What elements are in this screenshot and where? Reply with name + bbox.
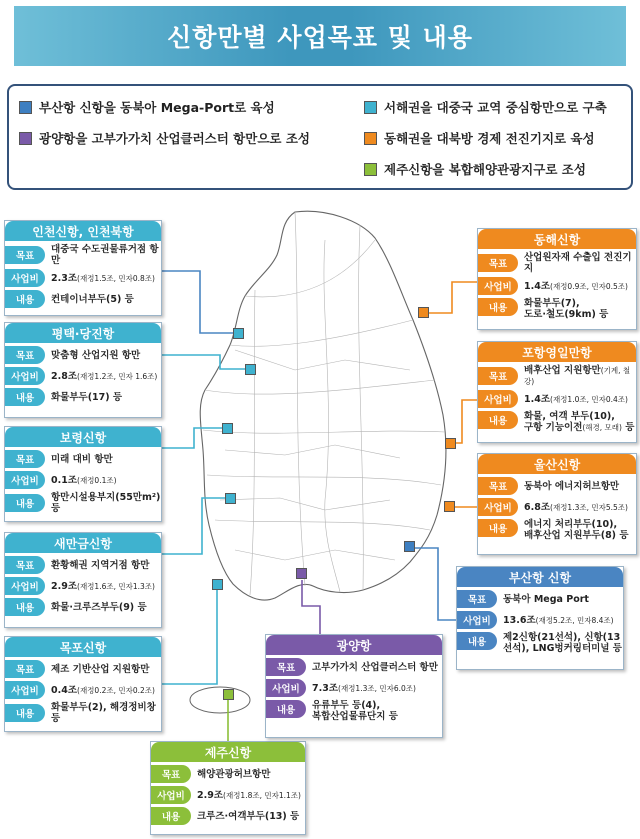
cost-value: 13.6조(재정5.2조, 민자8.4조) <box>503 614 614 626</box>
label-goal: 목표 <box>151 765 191 783</box>
content-value: 화물·크루즈부두(9) 등 <box>51 601 147 613</box>
legend-text: 광양항을 고부가가치 산업클러스터 항만으로 조성 <box>39 131 310 146</box>
content-value: 에너지 처리부두(10), 배후산업 지원부두(8) 등 <box>524 519 629 541</box>
content-value: 제2신항(21선석), 신항(13 선석), LNG벙커링터미널 등 <box>503 632 622 654</box>
label-content: 내용 <box>5 704 45 722</box>
port-box-mokpo <box>4 636 162 732</box>
label-cost: 사업비 <box>5 577 45 595</box>
cost-value: 2.9조(재정1.6조, 민자1.3조) <box>51 580 155 592</box>
label-content: 내용 <box>478 519 518 537</box>
label-goal: 목표 <box>478 254 518 272</box>
port-box-gwangyang <box>265 634 443 738</box>
port-box-pohang <box>477 341 637 443</box>
goal-value: 동북아 에너지허브항만 <box>524 480 620 492</box>
label-content: 내용 <box>5 494 45 512</box>
port-box-jeju <box>150 741 306 835</box>
label-cost: 사업비 <box>266 679 306 697</box>
marker-gwangyang <box>296 568 307 579</box>
legend-text: 부산항 신항을 동북아 Mega-Port로 육성 <box>39 100 275 115</box>
label-cost: 사업비 <box>478 390 518 408</box>
marker-pohang <box>445 438 456 449</box>
marker-pyeongtaek <box>245 364 256 375</box>
label-cost: 사업비 <box>457 611 497 629</box>
marker-incheon <box>233 328 244 339</box>
port-name: 울산신항 <box>478 454 636 474</box>
port-name: 부산항 신항 <box>457 567 623 587</box>
port-name: 새만금신항 <box>5 533 161 553</box>
label-goal: 목표 <box>478 477 518 495</box>
goal-value: 제조 기반산업 지원항만 <box>51 663 150 675</box>
cost-value: 1.4조(재정1.0조, 민자0.4조) <box>524 393 628 405</box>
content-value: 화물부두(7), 도로·철도(9km) 등 <box>524 298 609 320</box>
label-cost: 사업비 <box>5 269 45 287</box>
label-content: 내용 <box>5 388 45 406</box>
marker-donghae <box>418 307 429 318</box>
goal-value: 배후산업 지원항만(기계, 철강) <box>524 365 631 386</box>
marker-jeju <box>223 689 234 700</box>
goal-value: 맞춤형 산업지원 항만 <box>51 349 141 361</box>
port-name: 인천신항, 인천북항 <box>5 221 161 241</box>
cost-value: 0.4조(재정0.2조, 민자0.2조) <box>51 684 155 696</box>
label-cost: 사업비 <box>5 681 45 699</box>
marker-mokpo <box>212 579 223 590</box>
content-value: 화물부두(17) 등 <box>51 391 123 403</box>
label-goal: 목표 <box>478 367 518 385</box>
goal-value: 고부가가치 산업클러스터 항만 <box>312 661 438 673</box>
port-box-pyeongtaek <box>4 322 162 418</box>
goal-value: 동북아 Mega Port <box>503 593 589 605</box>
content-value: 크루즈·여객부두(13) 등 <box>197 810 300 822</box>
label-goal: 목표 <box>457 590 497 608</box>
content-value: 항만시설용부지(55만m²) 등 <box>51 492 161 514</box>
label-goal: 목표 <box>5 450 45 468</box>
label-goal: 목표 <box>5 556 45 574</box>
label-goal: 목표 <box>5 346 45 364</box>
label-cost: 사업비 <box>5 367 45 385</box>
label-content: 내용 <box>266 700 306 718</box>
content-value: 화물, 여객 부두(10), 구항 기능이전(해경, 모래) 등 <box>524 411 635 433</box>
port-name: 평택·당진항 <box>5 323 161 343</box>
goal-value: 미래 대비 항만 <box>51 453 113 465</box>
label-content: 내용 <box>5 290 45 308</box>
label-goal: 목표 <box>266 658 306 676</box>
content-value: 컨테이너부두(5) 등 <box>51 293 134 305</box>
goal-value: 해양관광허브항만 <box>197 768 271 780</box>
legend-text: 제주신항을 복합해양관광지구로 조성 <box>384 162 586 177</box>
content-value: 화물부두(2), 해경정비창 등 <box>51 702 156 724</box>
port-name: 목포신항 <box>5 637 161 657</box>
marker-busan <box>404 541 415 552</box>
cost-value: 2.3조(재정1.5조, 민자0.8조) <box>51 272 155 284</box>
port-name: 포항영일만항 <box>478 342 636 362</box>
label-goal: 목표 <box>5 660 45 678</box>
label-content: 내용 <box>478 411 518 429</box>
label-goal: 목표 <box>5 246 45 264</box>
label-content: 내용 <box>151 807 191 825</box>
port-name: 동해신항 <box>478 229 636 249</box>
port-box-donghae <box>477 228 637 330</box>
legend-text: 동해권을 대북방 경제 전진기지로 육성 <box>384 131 595 146</box>
port-name: 광양항 <box>266 635 442 655</box>
goal-value: 산업원자재 수출입 전진기지 <box>524 252 632 274</box>
label-content: 내용 <box>457 632 497 650</box>
port-box-saemangeum <box>4 532 162 628</box>
content-value: 유류부두 등(4), 복합산업물류단지 등 <box>312 700 398 722</box>
goal-value: 대중국 수도권물류거점 항만 <box>51 244 159 266</box>
goal-value: 환황해권 지역거점 항만 <box>51 559 150 571</box>
port-name: 제주신항 <box>151 742 305 762</box>
port-box-busan <box>456 566 624 670</box>
label-content: 내용 <box>5 598 45 616</box>
port-name: 보령신항 <box>5 427 161 447</box>
label-cost: 사업비 <box>478 498 518 516</box>
label-cost: 사업비 <box>151 786 191 804</box>
label-cost: 사업비 <box>478 277 518 295</box>
legend-text: 서해권을 대중국 교역 중심항만으로 구축 <box>384 100 607 115</box>
port-box-boryeong <box>4 426 162 522</box>
cost-value: 0.1조(재정0.1조) <box>51 474 117 486</box>
port-box-ulsan <box>477 453 637 555</box>
label-content: 내용 <box>478 298 518 316</box>
marker-ulsan <box>444 501 455 512</box>
marker-saemangeum <box>225 493 236 504</box>
cost-value: 1.4조(재정0.9조, 민자0.5조) <box>524 280 628 292</box>
label-cost: 사업비 <box>5 471 45 489</box>
page-title: 신항만별 사업목표 및 내용 <box>167 23 473 52</box>
cost-value: 7.3조(재정1.3조, 민자6.0조) <box>312 682 416 694</box>
cost-value: 6.8조(재정1.3조, 민자5.5조) <box>524 501 628 513</box>
cost-value: 2.8조(재정1.2조, 민자 1.6조) <box>51 370 158 382</box>
marker-boryeong <box>222 423 233 434</box>
port-box-incheon <box>4 220 162 316</box>
cost-value: 2.9조(재정1.8조, 민자1.1조) <box>197 789 301 801</box>
